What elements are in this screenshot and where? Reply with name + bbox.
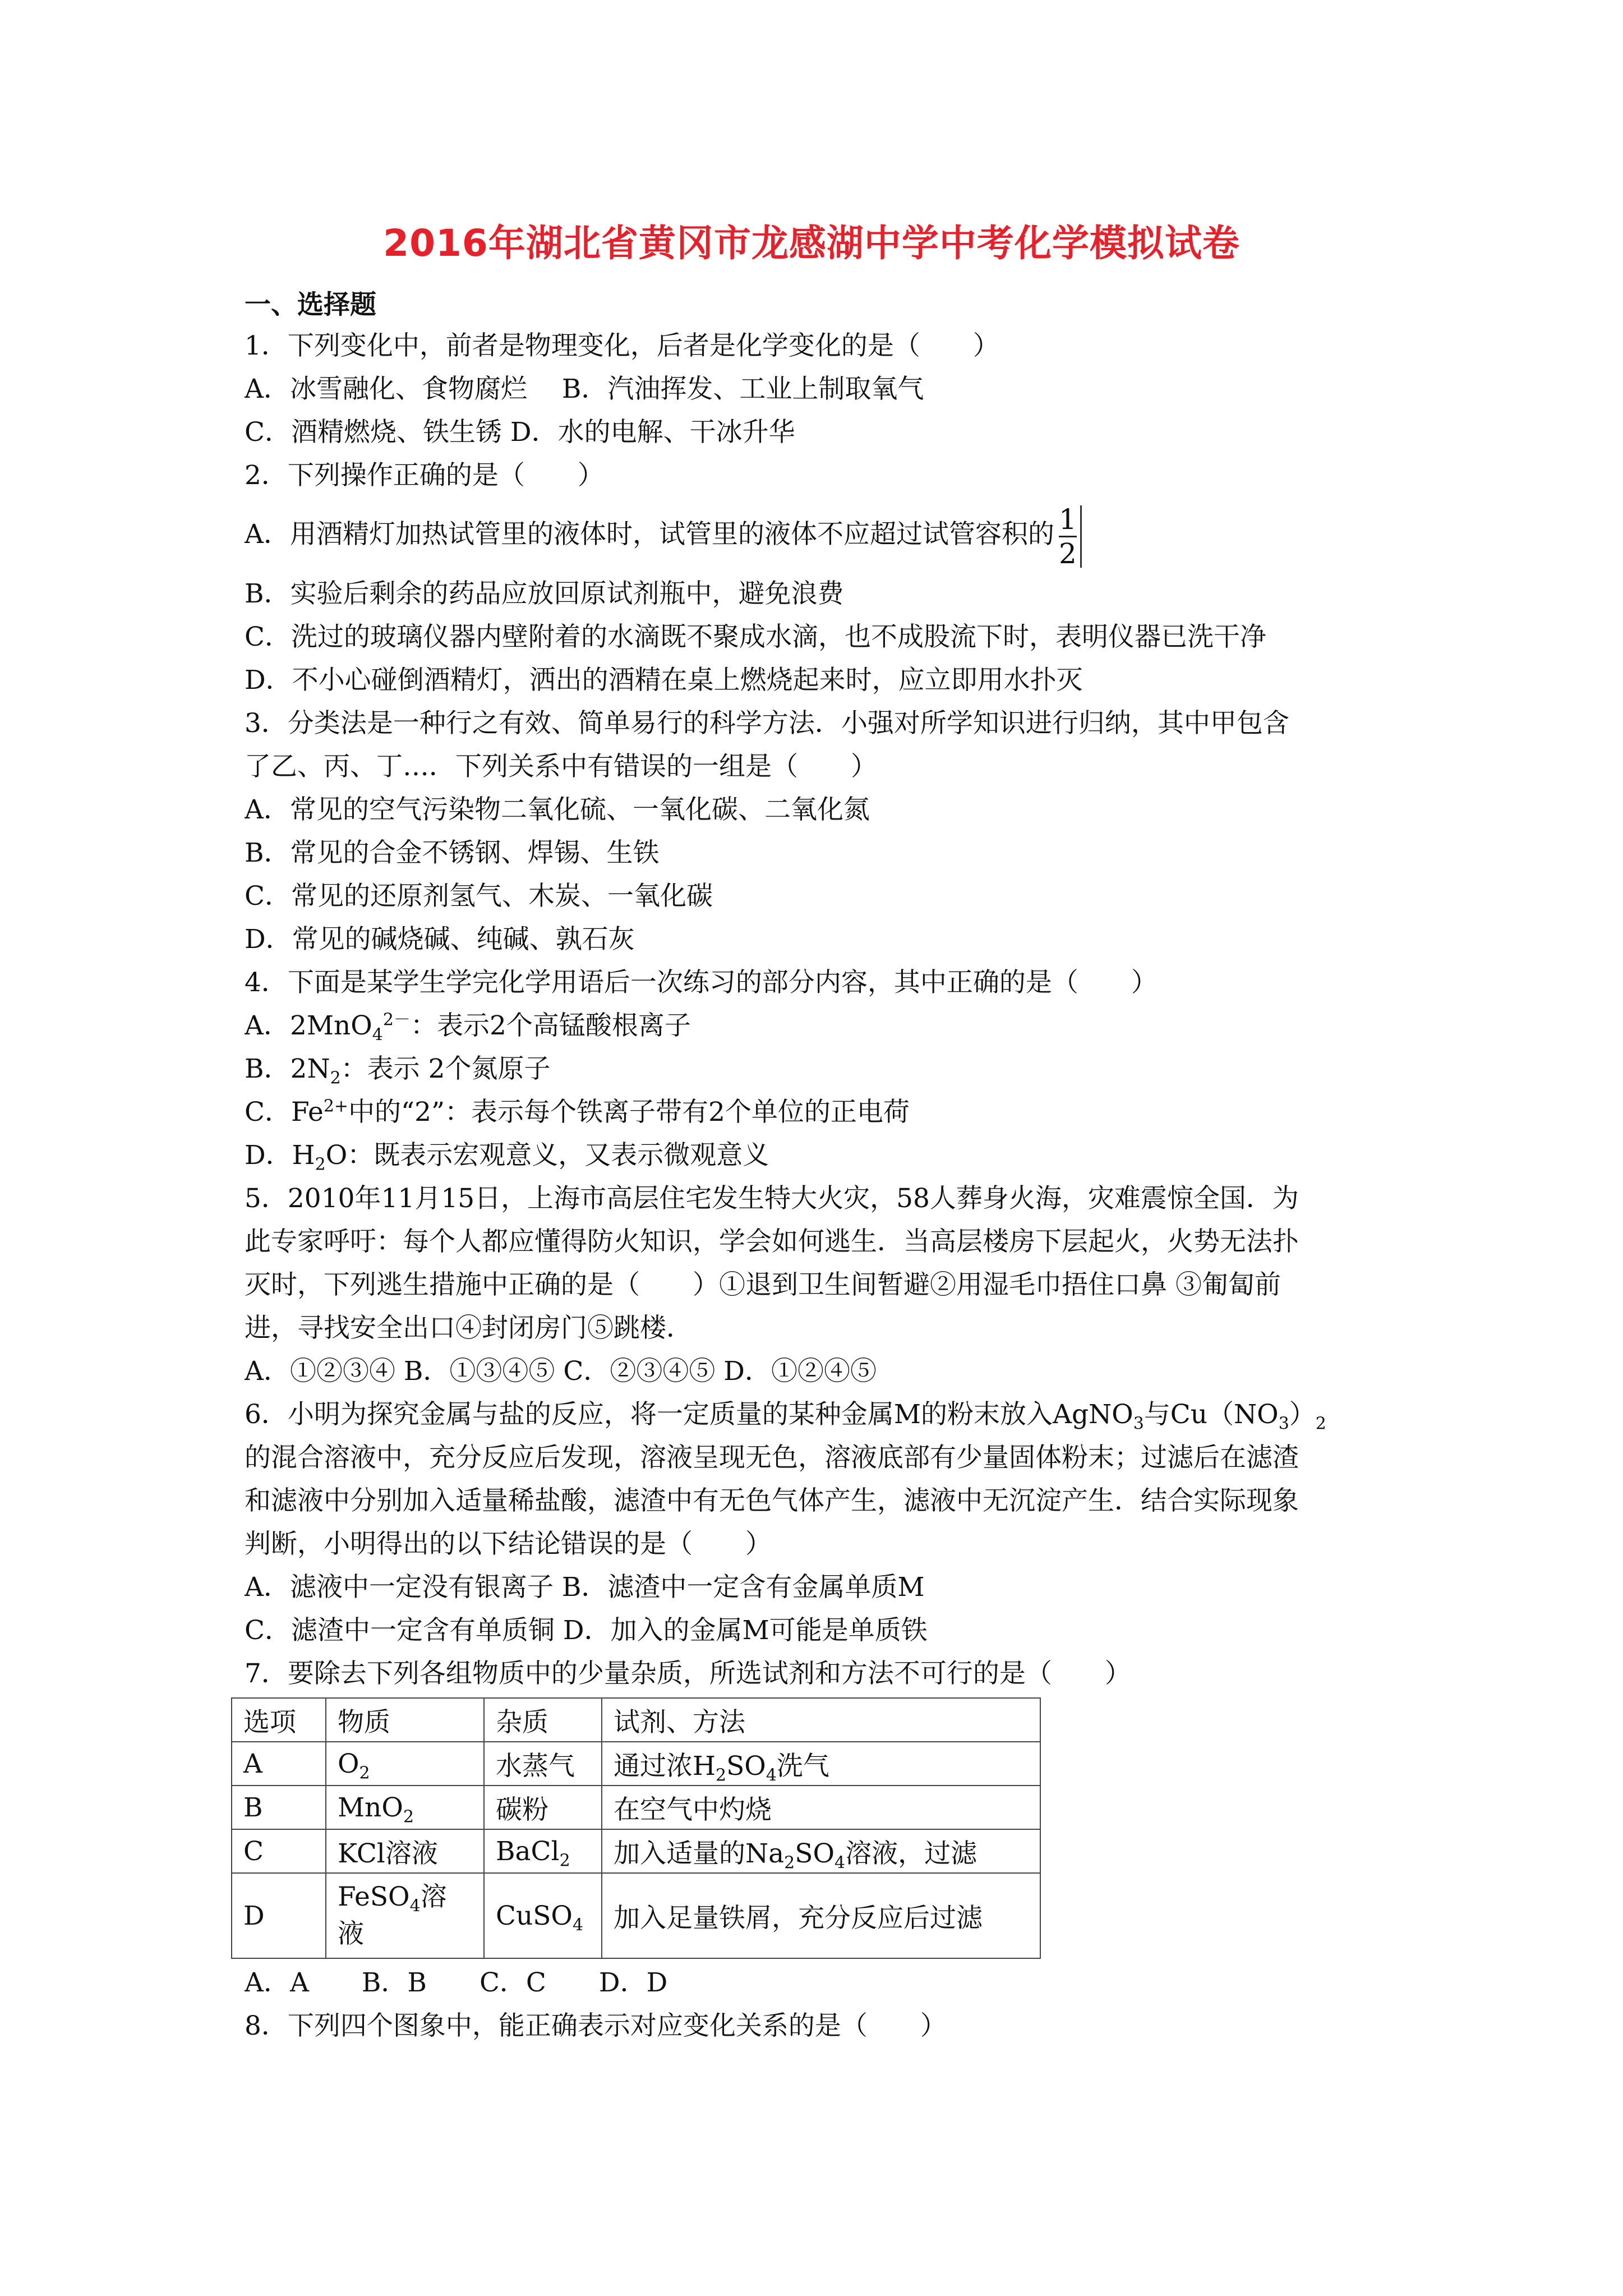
q4-c-formula: C．Fe xyxy=(245,1097,324,1128)
q4-b-subscript: 2 xyxy=(330,1068,341,1088)
q6-stem-line1 xyxy=(245,1393,1411,1436)
q1-options-cd: C．酒精燃烧、铁生锈 D．水的电解、干冰升华 xyxy=(245,417,795,448)
formula-cell-line1 xyxy=(338,1879,472,1916)
q4-option-a xyxy=(245,1004,1411,1047)
formula-subscript: 2 xyxy=(784,1852,795,1872)
table-header-cell: 试剂、方法 xyxy=(602,1698,1040,1742)
fraction-numerator: 1 xyxy=(1059,505,1077,537)
table-cell: A xyxy=(232,1742,326,1786)
q3-option-a: A．常见的空气污染物二氧化硫、一氧化碳、二氧化氮 xyxy=(245,794,870,825)
q2-option-d: D．不小心碰倒酒精灯，洒出的酒精在桌上燃烧起来时，应立即用水扑灭 xyxy=(245,665,1083,696)
table-cell: C xyxy=(232,1829,326,1873)
method-text: SO xyxy=(726,1750,766,1782)
formula-text: O xyxy=(338,1748,359,1779)
q7-options: A．A B．B C．C D．D xyxy=(245,1967,668,1998)
method-text: 溶液，过滤 xyxy=(845,1838,978,1869)
q3-stem-line2: 了乙、丙、丁…．下列关系中有错误的一组是（ ） xyxy=(245,751,877,782)
table-cell: 水蒸气 xyxy=(484,1742,602,1786)
table-header-row xyxy=(232,1698,1040,1742)
table-cell: 加入足量铁屑，充分反应后过滤 xyxy=(602,1873,1040,1958)
table-cell xyxy=(326,1742,484,1786)
formula-subscript: 2 xyxy=(403,1806,414,1826)
formula-subscript: 2 xyxy=(359,1763,370,1783)
formula-subscript: 4 xyxy=(766,1765,777,1785)
q4-option-d xyxy=(245,1134,1411,1177)
q2-option-a xyxy=(245,497,1411,572)
q7-stem: 7．要除去下列各组物质中的少量杂质，所选试剂和方法不可行的是（ ） xyxy=(245,1658,1131,1689)
q4-c-text: 中的“2”：表示每个铁离子带有2个单位的正电荷 xyxy=(348,1097,910,1128)
table-cell: 在空气中灼烧 xyxy=(602,1786,1040,1829)
q6-stem-text: ） xyxy=(1289,1399,1316,1430)
q1-stem: 1．下列变化中，前者是物理变化，后者是化学变化的是（ ） xyxy=(245,330,999,361)
q6-options-cd: C．滤渣中一定含有单质铜 D．加入的金属M可能是单质铁 xyxy=(245,1615,928,1646)
q5-stem-line2: 此专家呼吁：每个人都应懂得防火知识，学会如何逃生．当高层楼房下层起火，火势无法扑 xyxy=(245,1226,1299,1257)
formula-text: MnO xyxy=(338,1792,403,1823)
q6-options-ab: A．滤液中一定没有银离子 B．滤渣中一定含有金属单质M xyxy=(245,1572,925,1603)
method-text: SO xyxy=(795,1838,834,1869)
q2-option-a-text: A．用酒精灯加热试管里的液体时，试管里的液体不应超过试管容积的 xyxy=(245,519,1054,550)
q6-stem-text: 6．小明为探究金属与盐的反应，将一定质量的某种金属M的粉末放入AgNO xyxy=(245,1399,1133,1430)
table-cell: D xyxy=(232,1873,326,1958)
q8-stem: 8．下列四个图象中，能正确表示对应变化关系的是（ ） xyxy=(245,2010,947,2041)
fraction xyxy=(1058,505,1082,568)
section-heading: 一、选择题 xyxy=(245,289,376,320)
table-cell xyxy=(326,1873,484,1958)
formula-text: FeSO xyxy=(338,1881,410,1912)
formula-text: BaCl xyxy=(496,1835,560,1867)
table-header-cell: 选项 xyxy=(232,1698,326,1742)
table-cell xyxy=(326,1786,484,1829)
formula-subscript: 2 xyxy=(559,1850,570,1870)
q6-stem-line2: 的混合溶液中，充分反应后发现，溶液呈现无色，溶液底部有少量固体粉末；过滤后在滤渣 xyxy=(245,1442,1299,1473)
q4-d-subscript: 2 xyxy=(315,1154,326,1175)
table-cell: 碳粉 xyxy=(484,1786,602,1829)
table-cell xyxy=(602,1829,1040,1873)
q4-b-text: ：表示 2个氮原子 xyxy=(340,1053,551,1084)
q4-b-formula: B．2N xyxy=(245,1053,330,1084)
q4-a-formula: A．2MnO xyxy=(245,1010,372,1041)
q4-stem: 4．下面是某学生学完化学用语后一次练习的部分内容，其中正确的是（ ） xyxy=(245,967,1158,998)
q4-a-text: ：表示2个高锰酸根离子 xyxy=(410,1010,691,1041)
q1-options-ab: A．冰雪融化、食物腐烂 B．汽油挥发、工业上制取氧气 xyxy=(245,374,924,404)
q4-option-c xyxy=(245,1091,1411,1134)
q2-stem: 2．下列操作正确的是（ ） xyxy=(245,460,604,491)
q6-stem-text: 与Cu（NO xyxy=(1144,1399,1279,1430)
q4-a-subscript: 4 xyxy=(372,1025,383,1045)
table-cell xyxy=(484,1829,602,1873)
page-title: 2016年湖北省黄冈市龙感湖中学中考化学模拟试卷 xyxy=(383,222,1240,265)
table-cell xyxy=(484,1873,602,1958)
table-row xyxy=(232,1829,1040,1873)
table-cell xyxy=(602,1742,1040,1786)
q6-stem-line4: 判断，小明得出的以下结论错误的是（ ） xyxy=(245,1529,772,1559)
table-cell: KCl溶液 xyxy=(326,1829,484,1873)
q3-stem-line1: 3．分类法是一种行之有效、简单易行的科学方法．小强对所学知识进行归纳，其中甲包含 xyxy=(245,708,1289,739)
formula-text: CuSO xyxy=(496,1900,573,1931)
q6-subscript: 3 xyxy=(1278,1414,1289,1434)
table-row xyxy=(232,1786,1040,1829)
method-text: 加入适量的Na xyxy=(614,1838,785,1869)
q7-table xyxy=(231,1697,1041,1959)
question-content xyxy=(245,286,1411,2047)
formula-subscript: 2 xyxy=(716,1765,727,1785)
q2-option-b: B．实验后剩余的药品应放回原试剂瓶中，避免浪费 xyxy=(245,578,844,609)
table-cell: B xyxy=(232,1786,326,1829)
q6-subscript: 3 xyxy=(1133,1414,1144,1434)
q3-option-d: D．常见的碱烧碱、纯碱、孰石灰 xyxy=(245,924,635,955)
q3-option-c: C．常见的还原剂氢气、木炭、一氧化碳 xyxy=(245,881,713,912)
formula-subscript: 4 xyxy=(572,1915,584,1935)
q4-option-b xyxy=(245,1047,1411,1091)
q2-option-c: C．洗过的玻璃仪器内壁附着的水滴既不聚成水滴，也不成股流下时，表明仪器已洗干净 xyxy=(245,622,1266,652)
fraction-denominator: 2 xyxy=(1058,537,1077,570)
table-header-cell: 物质 xyxy=(326,1698,484,1742)
table-header-cell: 杂质 xyxy=(484,1698,602,1742)
formula-subscript: 4 xyxy=(409,1896,421,1916)
q5-stem-line1: 5．2010年11月15日，上海市高层住宅发生特大火灾，58人葬身火海，灾难震惊全国．为 xyxy=(245,1183,1299,1214)
q5-options: A．①②③④ B．①③④⑤ C．②③④⑤ D．①②④⑤ xyxy=(245,1356,877,1387)
table-row xyxy=(232,1742,1040,1786)
method-text: 通过浓H xyxy=(614,1750,716,1782)
q4-d-formula: D．H xyxy=(245,1140,315,1171)
formula-subscript: 4 xyxy=(834,1852,846,1872)
q6-subscript: 2 xyxy=(1315,1414,1326,1434)
formula-cell-line2: 液 xyxy=(338,1918,364,1949)
q5-stem-line3: 灭时，下列逃生措施中正确的是（ ）①退到卫生间暂避②用湿毛巾捂住口鼻 ③匍匐前 xyxy=(245,1269,1281,1300)
formula-text: 溶 xyxy=(420,1881,447,1912)
method-text: 洗气 xyxy=(776,1750,829,1782)
q4-c-superscript: 2+ xyxy=(323,1096,349,1116)
table-row xyxy=(232,1873,1040,1958)
q6-stem-line3: 和滤液中分别加入适量稀盐酸，滤渣中有无色气体产生，滤液中无沉淀产生．结合实际现象 xyxy=(245,1485,1299,1516)
q5-stem-line4: 进，寻找安全出口④封闭房门⑤跳楼． xyxy=(245,1313,693,1343)
q4-a-superscript: 2－ xyxy=(382,1010,411,1030)
q4-d-text: O：既表示宏观意义，又表示微观意义 xyxy=(325,1140,769,1171)
q3-option-b: B．常见的合金不锈钢、焊锡、生铁 xyxy=(245,838,660,868)
